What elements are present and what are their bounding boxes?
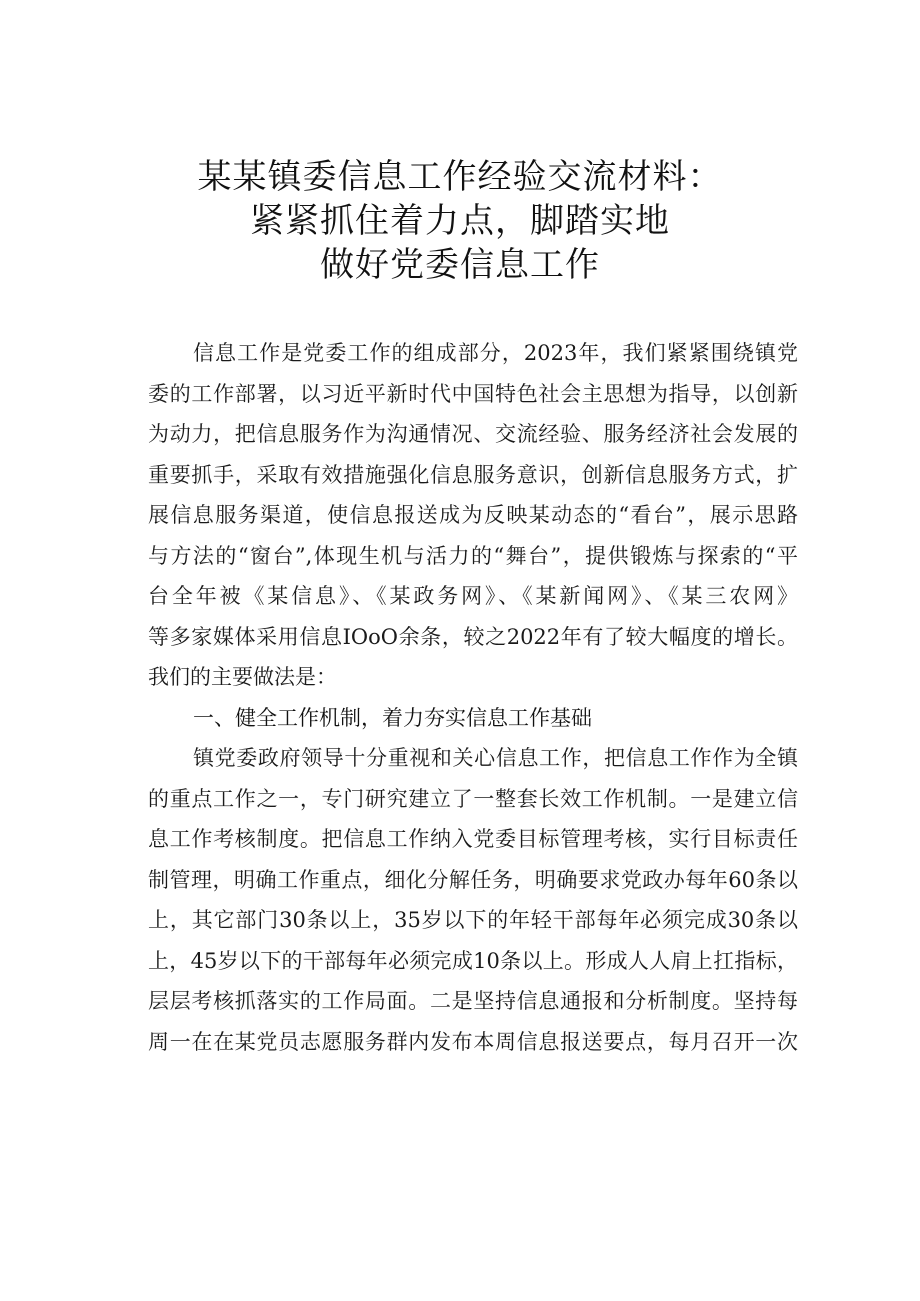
- title-line-1: 某某镇委信息工作经验交流材料：: [197, 157, 723, 197]
- paragraph-line: 层层考核抓落实的工作局面。二是坚持信息通报和分析制度。坚持每: [148, 989, 798, 1013]
- paragraph-line: 为动力，把信息服务作为沟通情况、交流经验、服务经济社会发展的: [148, 422, 798, 446]
- paragraph-line: 的重点工作之一，专门研究建立了一整套长效工作机制。一是建立信: [148, 786, 798, 811]
- paragraph-line: 上，其它部门30条以上，35岁以下的年轻干部每年必须完成30条以: [148, 908, 798, 932]
- paragraph-line: 镇党委政府领导十分重视和关心信息工作，把信息工作作为全镇: [193, 746, 798, 770]
- paragraph-line: 台全年被《某信息》、《某政务网》、《某新闻网》、《某三农网》: [148, 584, 798, 608]
- paragraph-line: 制管理，明确工作重点，细化分解任务，明确要求党政办每年60条以: [148, 867, 798, 892]
- paragraph-line: 重要抓手，采取有效措施强化信息服务意识，创新信息服务方式，扩: [148, 462, 798, 487]
- title-line-3: 做好党委信息工作: [320, 245, 600, 285]
- paragraph-line: 信息工作是党委工作的组成部分，2023年，我们紧紧围绕镇党: [193, 341, 798, 365]
- section-heading: 一、健全工作机制，着力夯实信息工作基础: [193, 705, 592, 730]
- intro-paragraph: [148, 333, 798, 698]
- paragraph-line: 展信息服务渠道，使信息报送成为反映某动态的“看台”，展示思路: [148, 503, 798, 527]
- document-body: [148, 333, 798, 1062]
- paragraph-line: 周一在在某党员志愿服务群内发布本周信息报送要点，每月召开一次: [148, 1029, 798, 1054]
- title-line-2: 紧紧抓住着力点，脚踏实地: [250, 201, 670, 241]
- section-paragraph: [148, 738, 798, 1062]
- paragraph-line: 等多家媒体采用信息IOoO余条，较之2022年有了较大幅度的增长。: [148, 624, 798, 649]
- paragraph-line: 上，45岁以下的干部每年必须完成10条以上。形成人人肩上扛指标，: [148, 948, 798, 973]
- paragraph-line: 与方法的“窗台”,体现生机与活力的“舞台”，提供锻炼与探索的“平: [148, 543, 798, 568]
- paragraph-line: 委的工作部署，以习近平新时代中国特色社会主思想为指导，以创新: [148, 381, 798, 406]
- paragraph-line: 我们的主要做法是：: [148, 665, 337, 689]
- document-title: [0, 155, 920, 287]
- paragraph-line: 息工作考核制度。把信息工作纳入党委目标管理考核，实行目标责任: [148, 827, 798, 851]
